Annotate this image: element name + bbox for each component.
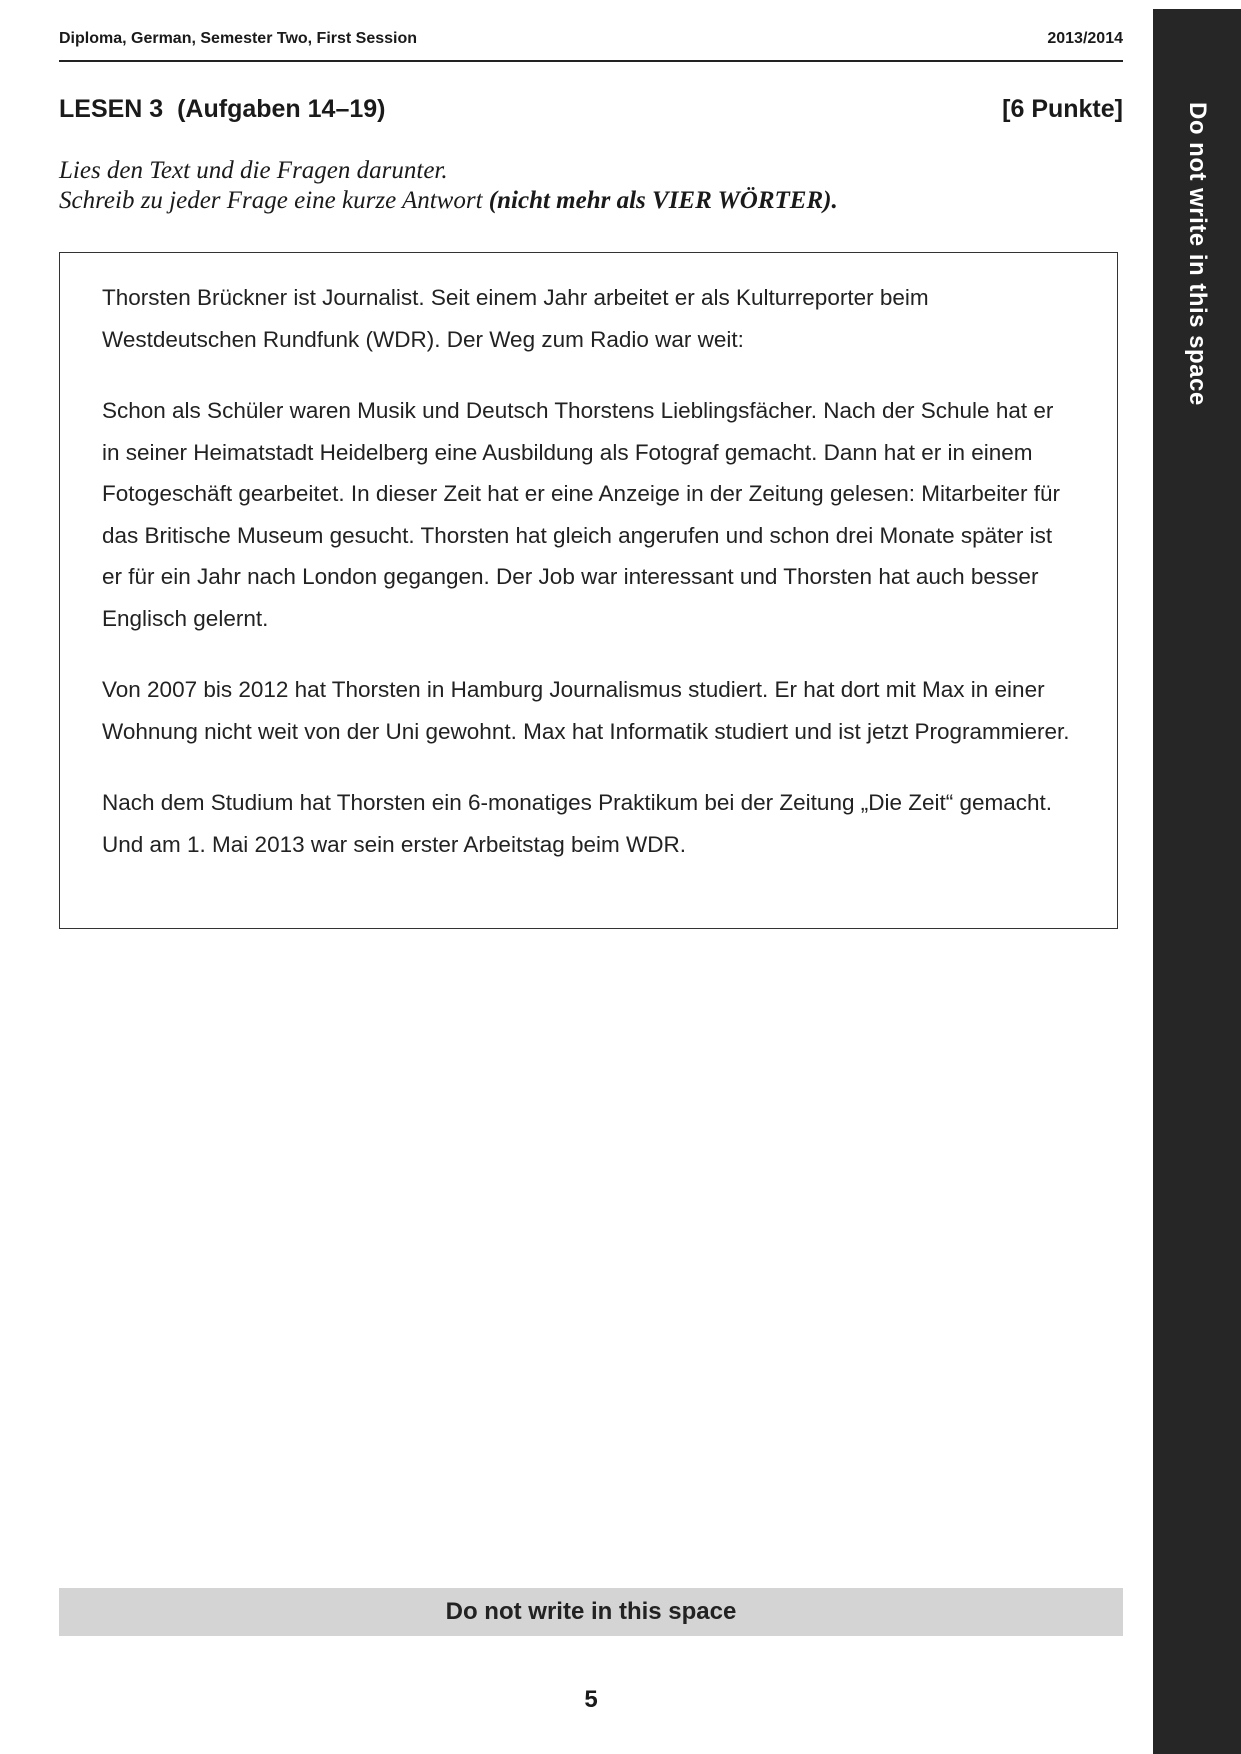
course-info: Diploma, German, Semester Two, First Session	[59, 30, 418, 47]
do-not-write-label: Do not write in this space	[445, 1598, 737, 1625]
instruction-line-1: Lies den Text und die Fragen darunter.	[59, 157, 448, 184]
paragraph: Thorsten Brückner ist Journalist. Seit einem Jahr arbeitet er als Kulturreporter beim Westdeutschen Rundfunk (WDR). Der Weg zum Radio war weit:	[102, 285, 929, 352]
page-header	[59, 28, 1123, 62]
do-not-write-bar	[59, 1588, 1123, 1636]
paragraph: Schon als Schüler waren Musik und Deutsch Thorstens Lieblingsfächer. Nach der Schule hat er in seiner Heimatstadt Heidelberg eine Ausbildung als Fotograf gemacht. Dann hat er in einem Fotogeschäft gearbeitet. In dieser Zeit hat er eine Anzeige in der Zeitung gelesen: Mitarbeiter für das Britische Museum gesucht. Thorsten hat gleich angerufen und schon drei Monate später ist er für ein Jahr nach London gegangen. Der Job war interessant und Thorsten hat auch besser Englisch gelernt.	[102, 398, 1061, 631]
page-number: 5	[584, 1686, 598, 1713]
instructions	[59, 156, 1059, 216]
reading-text-box	[59, 252, 1118, 929]
side-margin-label: Do not write in this space	[1184, 102, 1211, 406]
section-points: [6 Punkte]	[1002, 95, 1123, 123]
section-title: LESEN 3 (Aufgaben 14–19)	[59, 95, 386, 123]
academic-year: 2013/2014	[1047, 30, 1123, 47]
instruction-line-2-text: Schreib zu jeder Frage eine kurze Antwort	[59, 187, 489, 214]
section-heading	[59, 95, 1123, 124]
side-margin-strip	[1153, 9, 1241, 1754]
paragraph: Von 2007 bis 2012 hat Thorsten in Hamburg Journalismus studiert. Er hat dort mit Max in einer Wohnung nicht weit von der Uni gewohnt. Max hat Informatik studiert und ist jetzt Programmierer.	[102, 677, 1070, 744]
instruction-word-limit: (nicht mehr als VIER WÖRTER).	[488, 187, 838, 214]
instruction-line-2	[59, 186, 1059, 216]
paragraph: Nach dem Studium hat Thorsten ein 6-monatiges Praktikum bei der Zeitung „Die Zeit“ gemacht. Und am 1. Mai 2013 war sein erster Arbeitstag beim WDR.	[102, 790, 1053, 857]
